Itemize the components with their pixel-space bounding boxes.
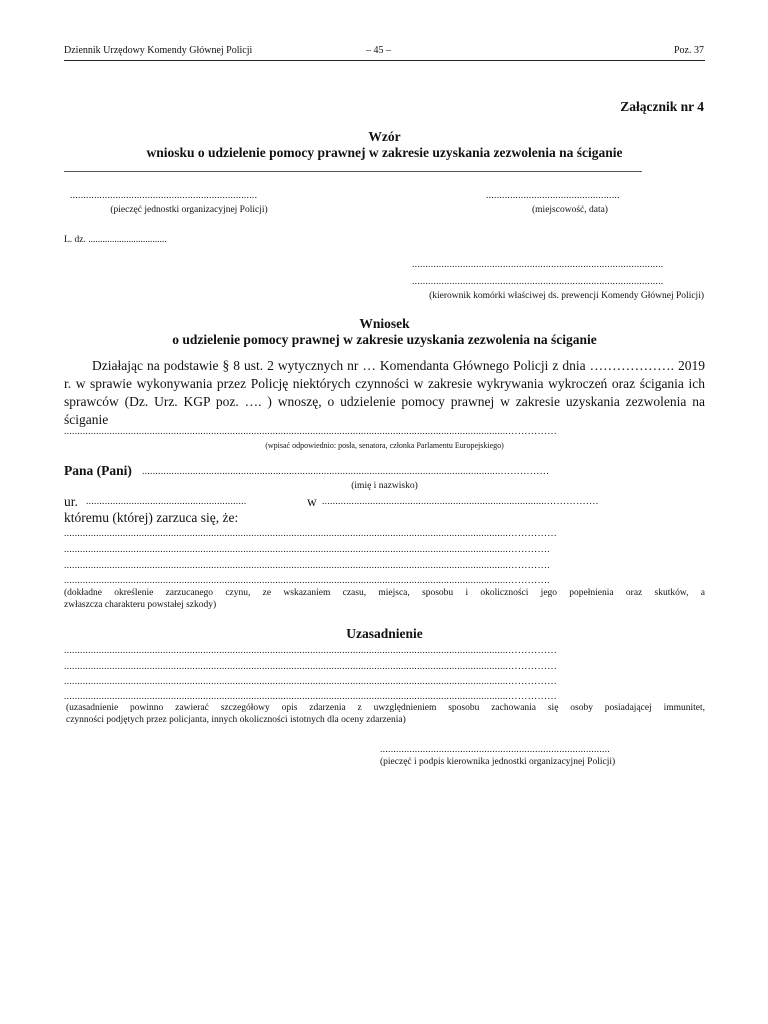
attachment-label: Załącznik nr 4: [620, 99, 704, 114]
reference-number-field: L. dz. .................................: [64, 235, 167, 245]
accusation-line: ......................................................................................................................................................................………….: [64, 545, 550, 555]
stamp-dots: ......................................................................: [70, 191, 258, 201]
signature-caption: (pieczęć i podpis kierownika jednostki organizacyjnej Policji): [380, 757, 616, 767]
role-caption: (wpisać odpowiednio: posła, senatora, członka Parlamentu Europejskiego): [265, 441, 504, 450]
birth-date-dots: ............................................................: [86, 497, 247, 507]
request-title: Wniosek: [359, 316, 410, 331]
journal-name: Dziennik Urzędowy Komendy Głównej Policji: [64, 45, 253, 56]
accusation-line: ......................................................................................................................................................................……………: [64, 529, 558, 539]
accusation-line: ......................................................................................................................................................................………….: [64, 576, 550, 586]
accusation-caption: (dokładne określenie zarzucanego czynu, ze wskazaniem czasu, miejsca, sposobu i okoliczności jego popełnienia oraz skutków, a: [64, 588, 705, 598]
justification-line: ......................................................................................................................................................................……………: [64, 692, 558, 702]
birth-place-label: w: [307, 494, 317, 509]
place-date-caption: (miejscowość, data): [532, 205, 608, 215]
template-title: Wzór: [368, 129, 401, 144]
request-subtitle: o udzielenie pomocy prawnej w zakresie uzyskania zezwolenia na ściganie: [172, 332, 597, 347]
template-subtitle: wniosku o udzielenie pomocy prawnej w zakresie uzyskania zezwolenia na ściganie: [146, 145, 623, 160]
stamp-caption: (pieczęć jednostki organizacyjnej Policji): [110, 205, 268, 215]
justification-caption: (uzasadnienie powinno zawierać szczegółowy opis zdarzenia z uwzględnieniem sposobu zachowania się osoby posiadającej immunitet,: [66, 703, 705, 713]
justification-caption-cont: czynności podjętych przez policjanta, innych okoliczności istotnych dla oceny zdarzenia): [66, 715, 406, 725]
recipient-line-2: ..............................................................................................: [412, 277, 664, 287]
header-rule: [64, 60, 705, 61]
signature-dots: ......................................................................................: [380, 745, 611, 755]
person-label: Pana (Pani): [64, 463, 132, 478]
person-dots: ......................................................................................................................................……………: [142, 467, 550, 477]
recipient-caption: (kierownik komórki właściwej ds. prewencji Komendy Głównej Policji): [429, 291, 704, 301]
accusation-label: któremu (której) zarzuca się, że:: [64, 510, 239, 525]
role-dots: ......................................................................................................................................................................……………: [64, 427, 558, 437]
accusation-caption-cont: zwłaszcza charakteru powstałej szkody): [64, 600, 217, 610]
body-paragraph: Działając na podstawie § 8 ust. 2 wytycznych nr … Komendanta Głównego Policji z dnia ………………. 2019 r. w sprawie wykonywania przez Policję niektórych czynności w zakresie wykrywania wykroczeń oraz ścigania ich sprawców (Dz. Urz. KGP poz. …. ) wnoszę, o udzielenie pomocy prawnej w zakresie uzyskania zezwolenia na ściganie: [64, 358, 705, 427]
justification-line: ......................................................................................................................................................................……………: [64, 677, 558, 687]
birth-place-dots: ....................................................................................…………….: [322, 497, 599, 507]
accusation-line: ......................................................................................................................................................................………….: [64, 561, 550, 571]
position-number: Poz. 37: [674, 45, 704, 56]
title-rule: [64, 171, 642, 172]
justification-line: ......................................................................................................................................................................……………: [64, 662, 558, 672]
page-number: – 45 –: [366, 45, 391, 56]
recipient-line-1: ..............................................................................................: [412, 260, 664, 270]
justification-title: Uzasadnienie: [346, 626, 423, 641]
justification-line: ......................................................................................................................................................................……………: [64, 646, 558, 656]
place-date-dots: ..................................................: [486, 191, 620, 201]
birth-label: ur.: [64, 494, 78, 509]
person-caption: (imię i nazwisko): [351, 481, 418, 491]
